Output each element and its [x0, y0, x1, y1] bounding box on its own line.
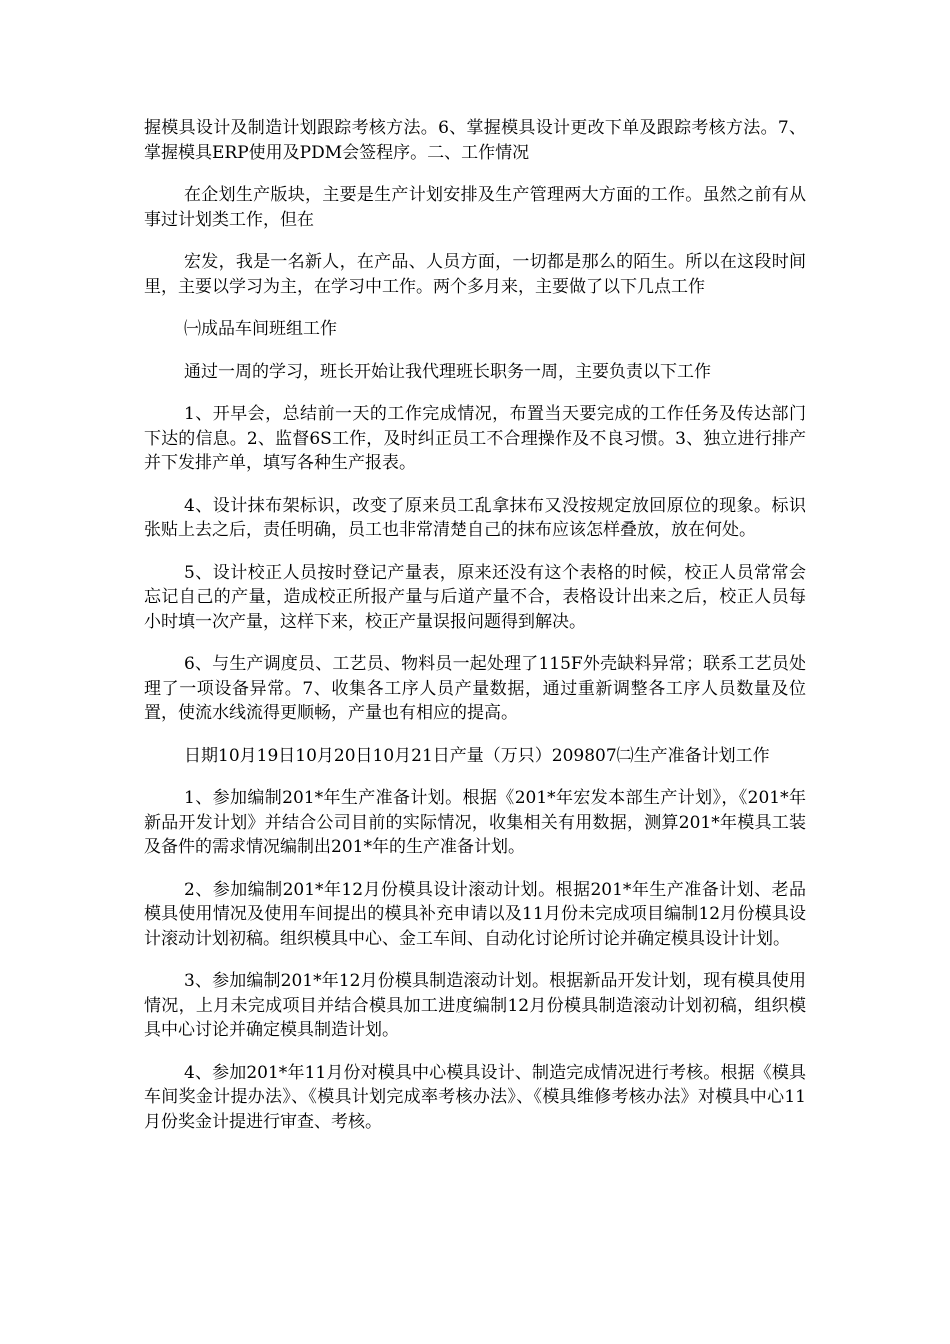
paragraph: 宏发，我是一名新人，在产品、人员方面，一切都是那么的陌生。所以在这段时间里，主要以学习为主，在学习中工作。两个多月来，主要做了以下几点工作: [144, 252, 806, 297]
paragraph: 1、开早会，总结前一天的工作完成情况，布置当天要完成的工作任务及传达部门下达的信息。2、监督6S工作，及时纠正员工不合理操作及不良习惯。3、独立进行排产并下发排产单，填写各种生产报表。: [144, 404, 806, 473]
paragraph: 3、参加编制201*年12月份模具制造滚动计划。根据新品开发计划，现有模具使用情况，上月未完成项目并结合模具加工进度编制12月份模具制造滚动计划初稿，组织模具中心讨论并确定模具制造计划。: [144, 971, 806, 1040]
paragraph: 6、与生产调度员、工艺员、物料员一起处理了115F外壳缺料异常；联系工艺员处理了一项设备异常。7、收集各工序人员产量数据，通过重新调整各工序人员数量及位置，使流水线流得更顺畅，产量也有相应的提高。: [144, 654, 806, 723]
paragraph: 4、设计抹布架标识，改变了原来员工乱拿抹布又没按规定放回原位的现象。标识张贴上去之后，责任明确，员工也非常清楚自己的抹布应该怎样叠放，放在何处。: [144, 495, 806, 540]
section-heading: ㈠成品车间班组工作: [184, 319, 337, 339]
document-body: [144, 116, 806, 1152]
paragraph: 日期10月19日10月20日10月21日产量（万只）209807㈡生产准备计划工作: [184, 745, 770, 766]
paragraph: 2、参加编制201*年12月份模具设计滚动计划。根据201*年生产准备计划、老品模具使用情况及使用车间提出的模具补充申请以及11月份未完成项目编制12月份模具设计滚动计划初稿。组织模具中心、金工车间、自动化讨论所讨论并确定模具设计计划。: [144, 879, 806, 949]
paragraph: 4、参加201*年11月份对模具中心模具设计、制造完成情况进行考核。根据《模具车间奖金计提办法》、《模具计划完成率考核办法》、《模具维修考核办法》对模具中心11月份奖金计提进行审查、考核。: [144, 1062, 806, 1132]
paragraph: 1、参加编制201*年生产准备计划。根据《201*年宏发本部生产计划》，《201*年新品开发计划》并结合公司目前的实际情况，收集相关有用数据，测算201*年模具工装及备件的需求情况编制出201*年的生产准备计划。: [144, 788, 806, 857]
paragraph: 通过一周的学习，班长开始让我代理班长职务一周，主要负责以下工作: [184, 361, 711, 382]
paragraph: 在企划生产版块，主要是生产计划安排及生产管理两大方面的工作。虽然之前有从事过计划类工作，但在: [144, 185, 806, 230]
paragraph: 握模具设计及制造计划跟踪考核方法。6、掌握模具设计更改下单及跟踪考核方法。7、掌握模具ERP使用及PDM会签程序。二、工作情况: [144, 118, 806, 163]
paragraph: 5、设计校正人员按时登记产量表，原来还没有这个表格的时候，校正人员常常会忘记自己的产量，造成校正所报产量与后道产量不合，表格设计出来之后，校正人员每小时填一次产量，这样下来，校正产量误报问题得到解决。: [144, 562, 806, 632]
